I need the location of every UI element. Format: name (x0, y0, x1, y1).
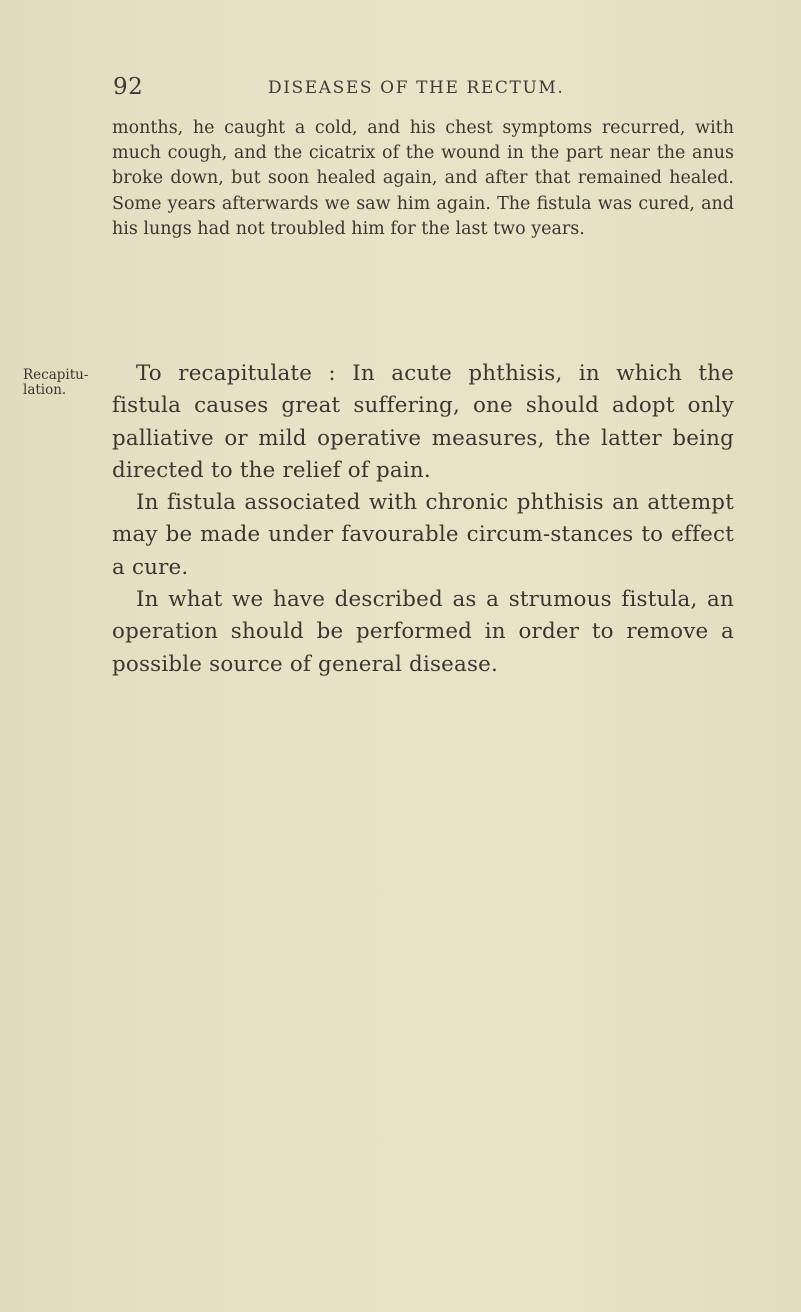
continued-paragraph (112, 116, 734, 242)
recapitulation-section (112, 358, 734, 681)
margin-note: Recapitu-lation. (23, 367, 89, 398)
paragraph-chronic-phthisis: In fistula associated with chronic phthisis an attempt may be made under favourable circum-stances to effect a cure. (112, 490, 734, 580)
paragraph-strumous-fistula: In what we have described as a strumous fistula, an operation should be performed in order to remove a possible source of general disease. (112, 587, 734, 677)
page-header (113, 74, 733, 110)
paragraph-recapitulate: To recapitulate : In acute phthisis, in which the fistula causes great suffering, one should adopt only palliative or mild operative measures, the latter being directed to the relief of pain. (112, 361, 734, 483)
page-number: 92 (113, 74, 144, 100)
running-head: DISEASES OF THE RECTUM. (268, 78, 565, 98)
paragraph-small: months, he caught a cold, and his chest symptoms recurred, with much cough, and the cicatrix of the wound in the part near the anus broke down, but soon healed again, and after that remained healed. Some years afterwards we saw him again. The fistula was cured, and his lungs had not troubled him for the last two years. (112, 118, 734, 239)
